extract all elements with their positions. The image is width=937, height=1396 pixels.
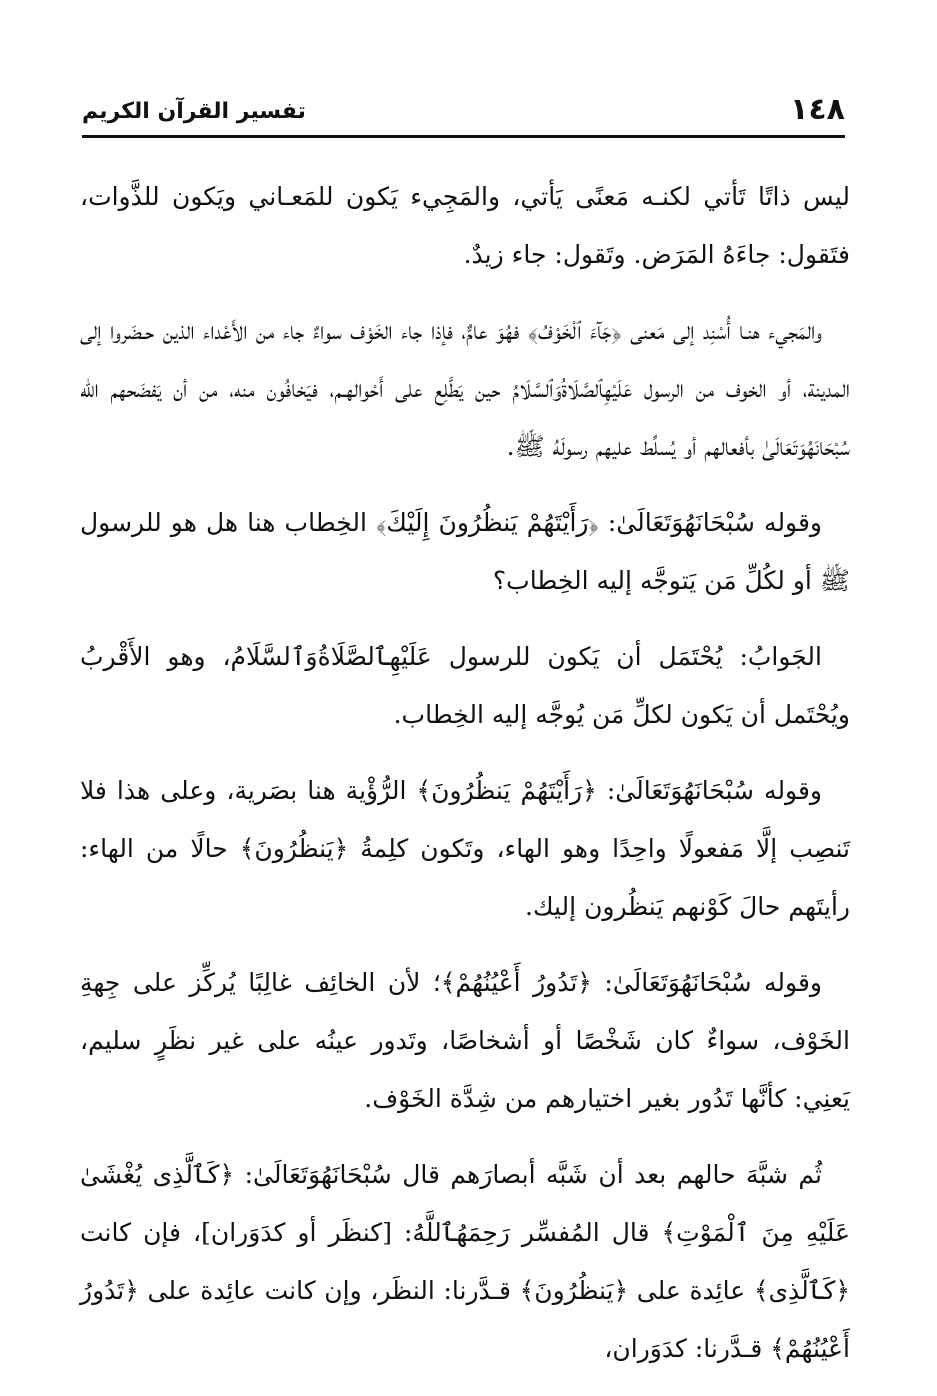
- paragraph: وقوله سُبْحَانَهُوَتَعَالَىٰ: ﴿تَدُورُ أَعْيُنُهُمْ﴾؛ لأن الخائِف غالِبًا يُركِّز على جِهةِ الخَوْف، سواءٌ كان شَخْصًا أو أشخاصًا، وتَدور عينُه على غير نظَرٍ سليم، يَعنِي: كأنَّها تَدُور بغير اختيارهم من شِدَّة الخَوْف.: [80, 968, 850, 1113]
- running-title: تفسير القرآن الكريم: [82, 99, 306, 124]
- page-header: [82, 92, 845, 138]
- paragraph: ثُم شبَّهَ حالهم بعد أن شَبَّه أبصارَهم قال سُبْحَانَهُوَتَعَالَىٰ: ﴿كَٱلَّذِى يُغْشَىٰ عَلَيْهِ مِنَ ٱلْمَوْتِ﴾ قال المُفسِّر رَحِمَهُٱللَّهُ: [كنظَر أو كدَوَران]، فإن كانت ﴿كَٱلَّذِى﴾ عائِدة على ﴿يَنظُرُونَ﴾ قـدَّرنا: النظَر، وإن كانت عائِدة على ﴿تَدُورُ أَعْيُنُهُمْ﴾ قـدَّرنا: كدَوَران،: [80, 1160, 850, 1363]
- paragraph: ليس ذاتًا تَأتي لكنـه مَعنًى يَأتي، والمَجِيء يَكون للمَعـاني ويَكون للذَّوات، فتَقول: جاءَهُ المَرَض. وتَقول: جاء زيدٌ.: [80, 182, 850, 269]
- paragraph: وقوله سُبْحَانَهُوَتَعَالَىٰ: ﴿رَأَيْتَهُمْ يَنظُرُونَ إِلَيْكَ﴾ الخِطاب هنا هل هو للرسول ﷺ أو لكُلِّ مَن يَتوجَّه إليه الخِطاب؟: [80, 508, 850, 595]
- page-number: ١٤٨: [790, 92, 845, 127]
- body-text: [80, 168, 850, 1396]
- paragraph: وقوله سُبْحَانَهُوَتَعَالَىٰ: ﴿رَأَيْتَهُمْ يَنظُرُونَ﴾ الرُّؤْية هنا بصَرية، وعلى هذا فلا تَنصِب إلَّا مَفعولًا واحِدًا وهو الهاء، وتَكون كلِمةُ ﴿يَنظُرُونَ﴾ حالًا من الهاء: رأيتَهم حالَ كَوْنهم يَنظُرون إليك.: [80, 776, 850, 921]
- paragraph: والمَجيء هنـا أُسْنِد إلى مَعنى ﴿جَآءَ ٱلْخَوْفُ﴾ فهُوَ عامٌّ، فإذا جاء الخَوْف سواءٌ جاء من الأَعْداء الذين حـضَروا إلى المدينة، أو الخوف من الرسول عَلَيْهِٱلصَّلَاةُوَٱلسَّلَامُ حين يَطَّلِع على أَحْوالهـم، فيَخافُون منه، من أن يَفضَحهم الله سُبْحَانَهُوَتَعَالَىٰ بأفعالهم أو يُسلِّط عليهم رسولَهُ ﷺ.: [80, 316, 850, 461]
- header-rule: [82, 135, 845, 138]
- paragraph: الجَوابُ: يُحْتَمَل أن يَكون للرسول عَلَيْهِٱلصَّلَاةُوَٱلسَّلَامُ، وهو الأَقْربُ ويُحْتَمل أن يَكون لكلِّ مَن يُوجَّه إليه الخِطاب.: [80, 642, 850, 729]
